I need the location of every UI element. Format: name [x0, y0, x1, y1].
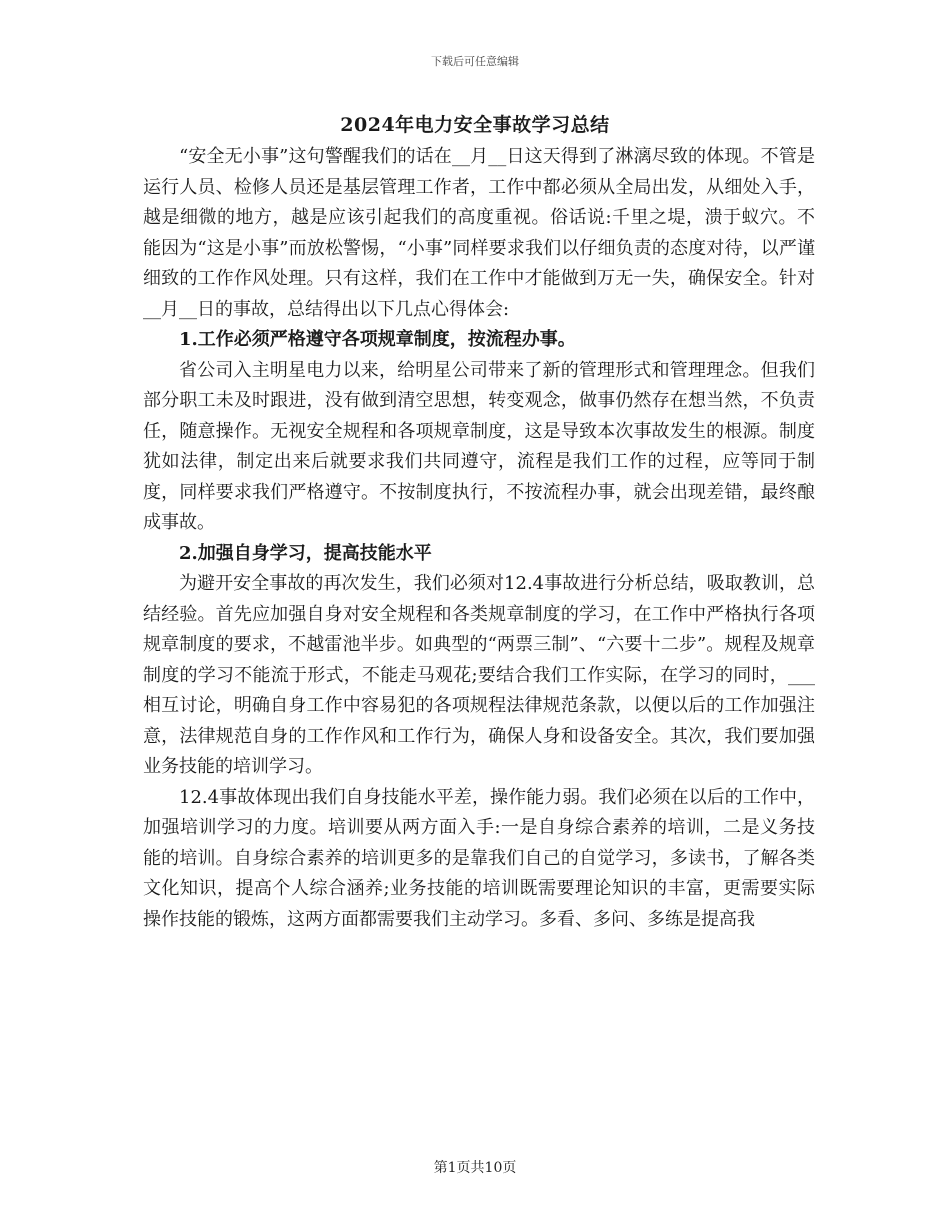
paragraph-section-2a: 为避开安全事故的再次发生，我们必须对12.4事故进行分析总结，吸取教训，总结经验。首先应加强自身对安全规程和各类规章制度的学习，在工作中严格执行各项规章制度的要求，不越雷池半步。如典型的“两票三制”、“六要十二步”。规程及规章制度的学习不能流于形式，不能走马观花;要结合我们工作实际，在学习的同时，___相互讨论，明确自身工作中容易犯的各项规程法律规范条款，以便以后的工作加强注意，法律规范自身的工作作风和工作行为，确保人身和设备安全。其次，我们要加强业务技能的培训学习。: [143, 573, 815, 777]
document-title: 2024年电力安全事故学习总结: [340, 114, 610, 136]
paragraph-section-1: 省公司入主明星电力以来，给明星公司带来了新的管理形式和管理理念。但我们部分职工未及时跟进，没有做到清空思想，转变观念，做事仍然存在想当然，不负责任，随意操作。无视安全规程和各项规章制度，这是导致本次事故发生的根源。制度犹如法律，制定出来后就要求我们共同遵守，流程是我们工作的过程，应等同于制度，同样要求我们严格遵守。不按制度执行，不按流程办事，就会出现差错，最终酿成事故。: [143, 359, 815, 533]
header-note: 下载后可任意编辑: [431, 55, 519, 68]
paragraph-intro: “安全无小事”这句警醒我们的话在__月__日这天得到了淋漓尽致的体现。不管是运行人员、检修人员还是基层管理工作者，工作中都必须从全局出发，从细处入手，越是细微的地方，越是应该引起我们的高度重视。俗话说:千里之堤，溃于蚁穴。不能因为“这是小事”而放松警惕，“小事”同样要求我们以仔细负责的态度对待，以严谨细致的工作作风处理。只有这样，我们在工作中才能做到万无一失，确保安全。针对__月__日的事故，总结得出以下几点心得体会:: [143, 146, 815, 320]
paragraph-section-2b: 12.4事故体现出我们自身技能水平差，操作能力弱。我们必须在以后的工作中，加强培训学习的力度。培训要从两方面入手:一是自身综合素养的培训，二是义务技能的培训。自身综合素养的培训更多的是靠我们自己的自觉学习，多读书，了解各类文化知识，提高个人综合涵养;业务技能的培训既需要理论知识的丰富，更需要实际操作技能的锻炼，这两方面都需要我们主动学习。多看、多问、多练是提高我: [143, 786, 815, 930]
section-heading-1: 1.工作必须严格遵守各项规章制度，按流程办事。: [179, 329, 576, 350]
document-body: [143, 142, 815, 935]
section-heading-2: 2.加强自身学习，提高技能水平: [179, 542, 432, 564]
page-number: 第1页共10页: [433, 1160, 517, 1176]
